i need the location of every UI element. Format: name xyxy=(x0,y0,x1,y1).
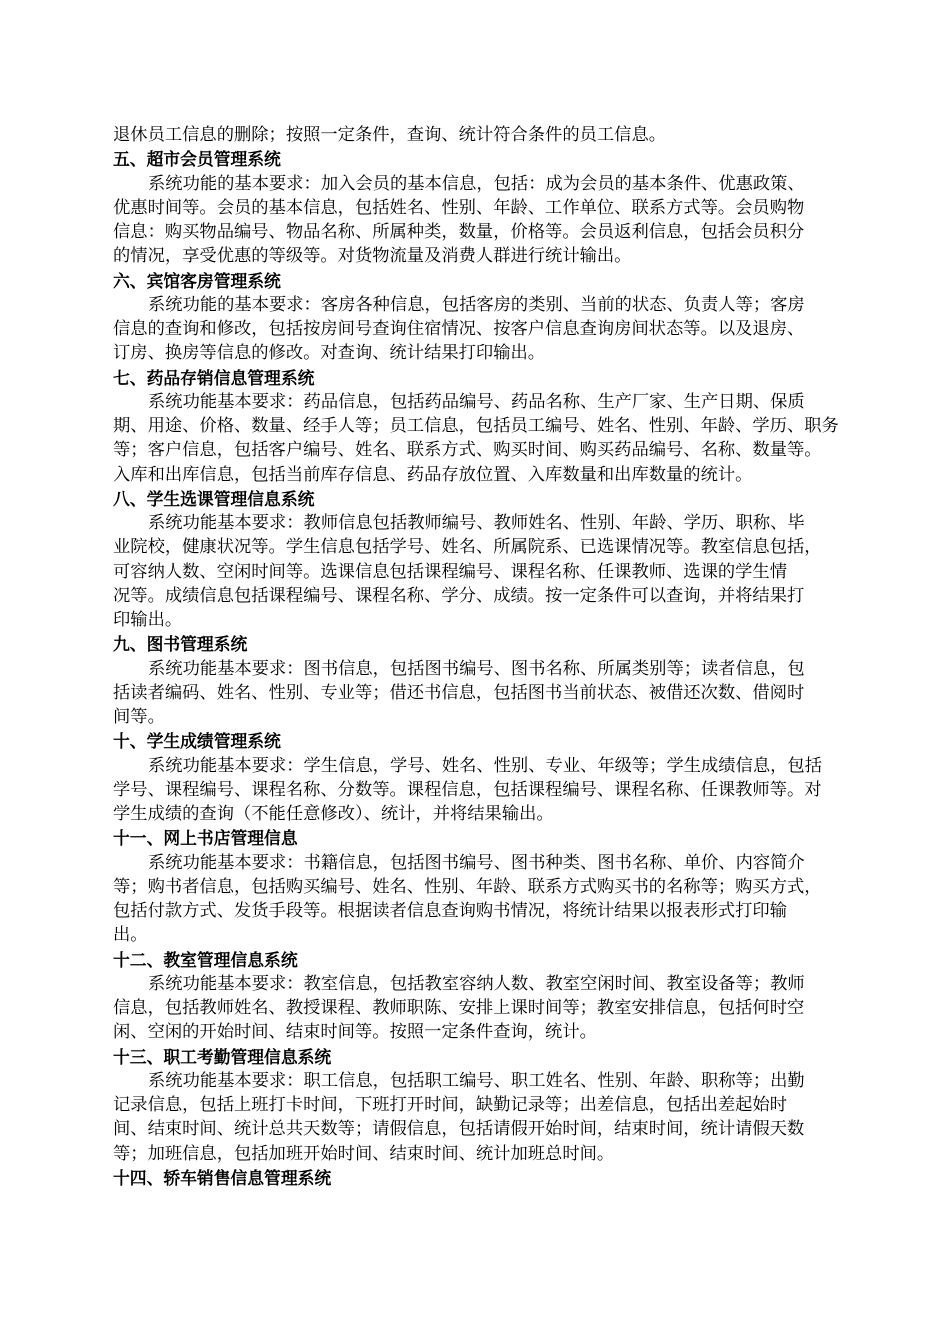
section-heading: 七、药品存销信息管理系统 xyxy=(113,367,315,388)
paragraph-line: 等；加班信息，包括加班开始时间、结束时间、统计加班总时间。 xyxy=(113,1143,615,1164)
paragraph-line: 系统功能基本要求：教室信息，包括教室容纳人数、教室空闲时间、教室设备等；教师 xyxy=(148,973,805,994)
paragraph-line: 系统功能的基本要求：加入会员的基本信息，包括：成为会员的基本条件、优惠政策、 xyxy=(148,173,805,194)
paragraph-line: 订房、换房等信息的修改。对查询、统计结果打印输出。 xyxy=(113,343,546,364)
section-heading: 十三、职工考勤管理信息系统 xyxy=(113,1046,332,1067)
paragraph-line: 记录信息，包括上班打卡时间，下班打开时间，缺勤记录等；出差信息，包括出差起始时 xyxy=(113,1095,787,1115)
section-heading: 十二、教室管理信息系统 xyxy=(113,949,298,970)
paragraph-line: 信息：购买物品编号、物品名称、所属种类，数量，价格等。会员返利信息，包括会员积分 xyxy=(113,222,805,242)
section-heading: 十四、轿车销售信息管理系统 xyxy=(113,1167,332,1188)
paragraph-line: 出。 xyxy=(113,925,148,946)
paragraph-line: 学号、课程编号、课程名称、分数等。课程信息，包括课程编号、课程名称、任课教师等。对 xyxy=(113,779,822,800)
paragraph-line: 况等。成绩信息包括课程编号、课程名称、学分、成绩。按一定条件可以查询，并将结果打 xyxy=(113,585,805,606)
paragraph-line: 的情况，享受优惠的等级等。对货物流量及消费人群进行统计输出。 xyxy=(113,246,632,267)
paragraph-line: 系统功能基本要求：教师信息包括教师编号、教师姓名、性别、年龄、学历、职称、毕 xyxy=(148,513,805,533)
paragraph-line: 学生成绩的查询（不能任意修改）、统计，并将结果输出。 xyxy=(113,804,554,824)
section-heading: 六、宾馆客房管理系统 xyxy=(113,270,281,291)
document-page xyxy=(113,123,843,1190)
paragraph-line: 系统功能基本要求：学生信息，学号、姓名、性别、专业、年级等；学生成绩信息，包括 xyxy=(148,755,822,776)
paragraph-line: 括读者编码、姓名、性别、专业等；借还书信息，包括图书当前状态、被借还次数、借阅时 xyxy=(113,682,805,703)
paragraph-line: 信息，包括教师姓名、教授课程、教师职陈、安排上课时间等；教室安排信息，包括何时空 xyxy=(113,998,805,1018)
paragraph-line: 期、用途、价格、数量、经手人等；员工信息，包括员工编号、姓名、性别、年龄、学历、职务 xyxy=(113,416,839,436)
section-heading: 十、学生成绩管理系统 xyxy=(113,731,281,752)
paragraph-line: 间等。 xyxy=(113,707,165,727)
paragraph-line: 系统功能基本要求：书籍信息，包括图书编号、图书种类、图书名称、单价、内容简介 xyxy=(148,852,805,873)
section-heading: 十一、网上书店管理信息 xyxy=(113,828,298,849)
paragraph-line: 系统功能基本要求：药品信息，包括药品编号、药品名称、生产厂家、生产日期、保质 xyxy=(148,391,805,412)
paragraph-line: 间、结束时间、统计总共天数等；请假信息，包括请假开始时间，结束时间，统计请假天数 xyxy=(113,1119,805,1140)
paragraph-line: 可容纳人数、空闲时间等。选课信息包括课程编号、课程名称、任课教师、选课的学生情 xyxy=(113,561,787,582)
paragraph-line: 系统功能的基本要求：客房各种信息，包括客房的类别、当前的状态、负责人等；客房 xyxy=(148,294,805,315)
paragraph-line: 业院校，健康状况等。学生信息包括学号、姓名、所属院系、已选课情况等。教室信息包括， xyxy=(113,537,822,558)
section-heading: 五、超市会员管理系统 xyxy=(113,149,281,170)
paragraph-line: 印输出。 xyxy=(113,610,183,630)
paragraph-line: 等；客户信息，包括客户编号、姓名、联系方式、购买时间、购买药品编号、名称、数量等。 xyxy=(113,440,822,461)
paragraph-line: 入库和出库信息，包括当前库存信息、药品存放位置、入库数量和出库数量的统计。 xyxy=(113,464,753,485)
paragraph-line: 包括付款方式、发货手段等。根据读者信息查询购书情况，将统计结果以报表形式打印输 xyxy=(113,901,787,921)
paragraph-line: 系统功能基本要求：图书信息，包括图书编号、图书名称、所属类别等；读者信息，包 xyxy=(148,658,805,679)
paragraph-line: 等；购书者信息，包括购买编号、姓名、性别、年龄、联系方式购买书的名称等；购买方式， xyxy=(113,876,822,897)
paragraph-line: 闲、空闲的开始时间、结束时间等。按照一定条件查询，统计。 xyxy=(113,1022,597,1043)
paragraph-line: 信息的查询和修改，包括按房间号查询住宿情况、按客户信息查询房间状态等。以及退房、 xyxy=(113,319,805,339)
section-heading: 八、学生选课管理信息系统 xyxy=(113,488,315,509)
paragraph-line: 退休员工信息的删除；按照一定条件，查询、统计符合条件的员工信息。 xyxy=(113,125,667,145)
paragraph-line: 系统功能基本要求：职工信息，包括职工编号、职工姓名、性别、年龄、职称等；出勤 xyxy=(148,1070,805,1091)
paragraph-line: 优惠时间等。会员的基本信息，包括姓名、性别、年龄、工作单位、联系方式等。会员购物 xyxy=(113,197,805,218)
section-heading: 九、图书管理系统 xyxy=(113,634,248,655)
